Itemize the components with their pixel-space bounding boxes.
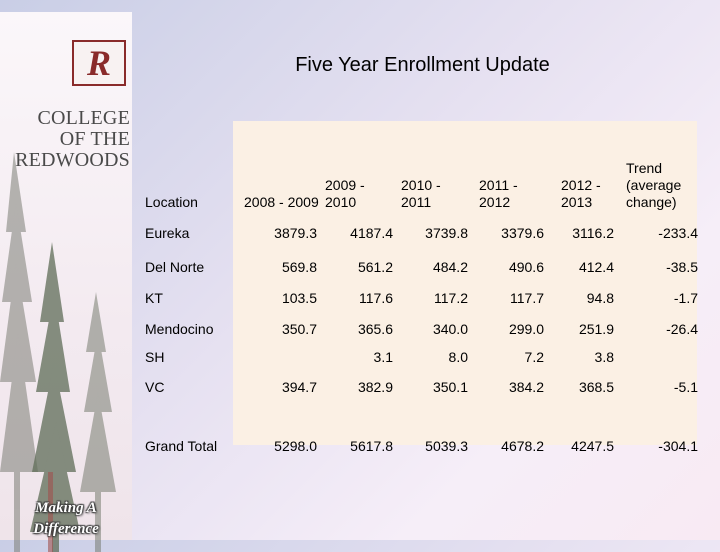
row-location: Grand Total	[145, 438, 218, 454]
tagline: Making A Difference	[33, 500, 99, 537]
table-cell: 5039.3	[425, 438, 468, 454]
table-cell: 3879.3	[274, 224, 317, 241]
enrollment-table	[142, 143, 701, 466]
table-cell: 299.0	[508, 321, 544, 337]
table-cell: -233.4	[658, 224, 698, 241]
table-cell: 569.8	[281, 259, 317, 275]
table-cell: 365.6	[357, 321, 393, 337]
table-cell: -304.1	[658, 438, 698, 454]
column-header: 2008 - 2009	[244, 194, 319, 210]
table-cell: 117.2	[434, 290, 468, 306]
table-cell: 484.2	[432, 259, 468, 275]
column-header: Trend (average change)	[626, 160, 682, 210]
table-cell: 340.0	[432, 321, 468, 337]
column-header: Location	[145, 194, 198, 210]
table-row	[142, 213, 701, 252]
table-cell: 350.7	[281, 321, 317, 337]
table-cell: 368.5	[578, 379, 614, 395]
table-cell: -26.4	[666, 321, 698, 337]
table-cell: -38.5	[666, 259, 698, 275]
table-cell: 5617.8	[350, 438, 393, 454]
table-cell: 8.0	[448, 349, 468, 365]
table-cell: 384.2	[508, 379, 544, 395]
column-header: 2011 - 2012	[479, 177, 518, 210]
sidebar-branding	[0, 12, 132, 540]
table-cell: 3.8	[594, 349, 614, 365]
column-header: 2012 - 2013	[561, 177, 601, 210]
table-cell: 3116.2	[572, 224, 614, 241]
table-row	[142, 344, 701, 370]
table-row	[142, 404, 701, 466]
table-cell	[232, 344, 320, 370]
table-cell	[617, 344, 701, 370]
college-name: COLLEGE OF THE REDWOODS	[15, 107, 130, 171]
table-cell: -5.1	[673, 379, 698, 395]
table-cell: -1.7	[673, 290, 698, 306]
table-cell: 5298.0	[274, 438, 317, 454]
table-cell: 4187.4	[350, 224, 393, 241]
row-location: Mendocino	[145, 321, 214, 337]
table-cell: 3.1	[373, 349, 393, 365]
slide-title: Five Year Enrollment Update	[295, 54, 550, 76]
table-cell: 117.6	[359, 290, 393, 306]
table-cell: 4678.2	[501, 438, 544, 454]
table-cell: 350.1	[432, 379, 468, 395]
table-cell: 117.7	[510, 290, 544, 306]
table-cell: 94.8	[586, 290, 614, 306]
row-location: Eureka	[145, 224, 190, 241]
table-row	[142, 252, 701, 282]
table-cell: 394.7	[281, 379, 317, 395]
table-row	[142, 282, 701, 314]
table-cell: 7.2	[524, 349, 544, 365]
table-row	[142, 314, 701, 344]
row-location: Del Norte	[145, 259, 205, 275]
table-cell: 4247.5	[571, 438, 614, 454]
table-cell: 412.4	[578, 259, 614, 275]
college-logo	[72, 40, 126, 86]
logo-letter: R	[86, 43, 111, 83]
table-row	[142, 370, 701, 404]
table-cell: 490.6	[508, 259, 544, 275]
table-cell: 3379.6	[501, 224, 544, 241]
row-location: SH	[145, 349, 165, 365]
table-cell: 3739.8	[425, 224, 468, 241]
column-header: 2010 - 2011	[401, 177, 441, 210]
table-cell: 382.9	[357, 379, 393, 395]
row-location: VC	[145, 379, 165, 395]
table-cell: 103.5	[281, 290, 317, 306]
table-cell: 251.9	[578, 321, 614, 337]
table-cell: 561.2	[357, 259, 393, 275]
row-location: KT	[145, 290, 163, 306]
header-row	[142, 143, 701, 213]
column-header: 2009 - 2010	[325, 177, 365, 210]
